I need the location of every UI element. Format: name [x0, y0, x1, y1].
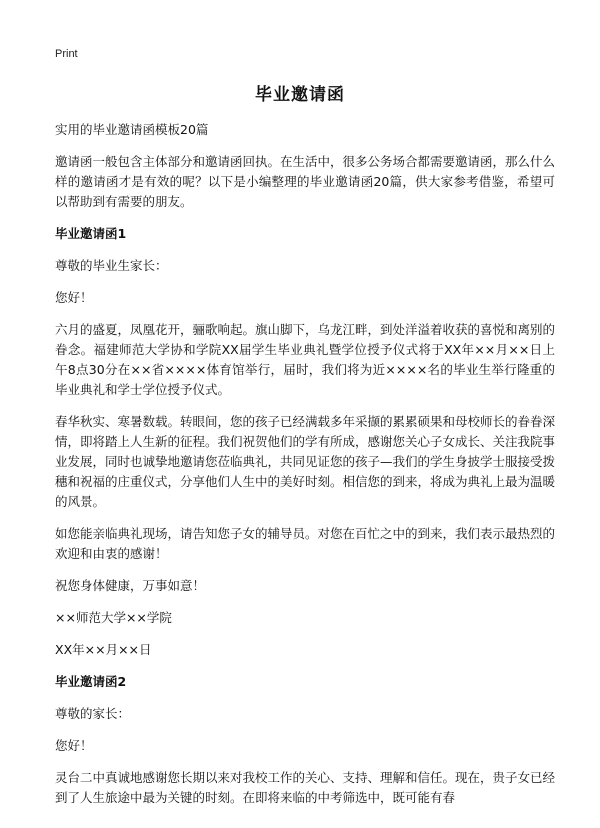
subtitle: 实用的毕业邀请函模板20篇: [55, 122, 209, 137]
body-paragraph-4: 灵台二中真诚地感谢您长期以来对我校工作的关心、支持、理解和信任。现在，贵子女已经到了人生旅途中最为关键的时刻。在即将来临的中考筛选中，既可能有春: [55, 770, 556, 805]
greeting-1: 您好！: [55, 290, 93, 305]
document-body: [55, 120, 555, 820]
date-1: XX年××月××日: [55, 642, 152, 657]
section-heading-2: 毕业邀请函2: [55, 674, 127, 689]
intro-paragraph: 邀请函一般包含主体部分和邀请函回执。在生活中，很多公务场合都需要邀请函，那么什么样的邀请函才是有效的呢？以下是小编整理的毕业邀请函20篇，供大家参考借鉴，希望可以帮助到有需要的朋友。: [55, 154, 556, 209]
greeting-2: 您好！: [55, 738, 93, 753]
signature-1: ××师范大学××学院: [55, 610, 172, 625]
salutation-1: 尊敬的毕业生家长：: [55, 258, 168, 273]
closing-1: 祝您身体健康，万事如意！: [55, 578, 206, 593]
body-paragraph-1: 六月的盛夏，凤凰花开，骊歌响起。旗山脚下，乌龙江畔，到处洋溢着收获的喜悦和离别的眷念。福建师范大学协和学院XX届学生毕业典礼暨学位授予仪式将于XX年××月××日上午8点30分在××省××××体育馆举行，届时，我们将为近××××名的毕业生举行隆重的毕业典礼和学士学位授予仪式。: [55, 322, 556, 397]
section-heading-1: 毕业邀请函1: [55, 226, 127, 241]
body-paragraph-2: 春华秋实、寒暑数载。转眼间，您的孩子已经满载多年采撷的累累硕果和母校师长的眷眷深情，即将踏上人生新的征程。我们祝贺他们的学有所成，感谢您关心子女成长、关注我院事业发展，同时也诚挚地邀请您莅临典礼，共同见证您的孩子—我们的学生身披学士服接受拨穗和祝福的庄重仪式，分享他们人生中的美好时刻。相信您的到来，将成为典礼上最为温暖的风景。: [55, 414, 556, 509]
body-paragraph-3: 如您能亲临典礼现场，请告知您子女的辅导员。对您在百忙之中的到来，我们表示最热烈的欢迎和由衷的感谢！: [55, 526, 556, 561]
print-label: Print: [55, 48, 78, 60]
salutation-2: 尊敬的家长：: [55, 706, 131, 721]
document-title: 毕业邀请函: [255, 85, 345, 105]
